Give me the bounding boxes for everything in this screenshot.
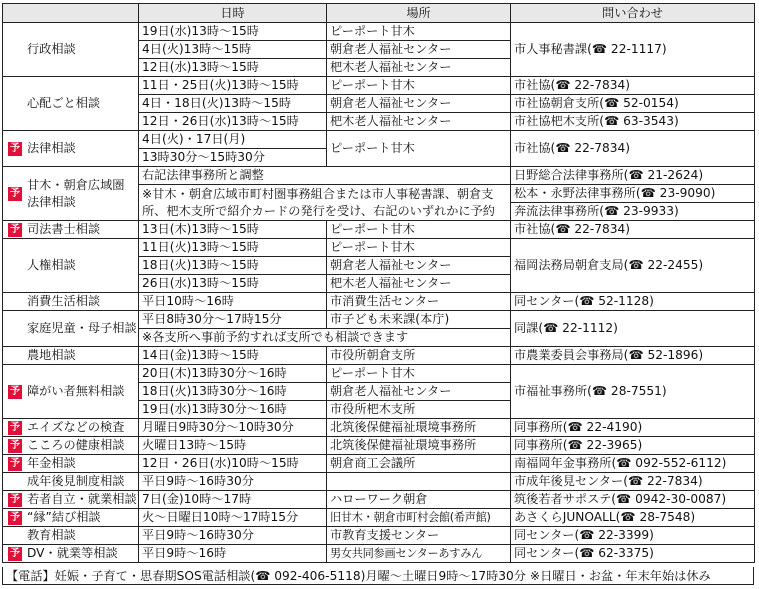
place-cell: ピーポート甘木	[327, 365, 511, 383]
place-cell: 朝倉老人福祉センター	[327, 41, 511, 59]
contact-cell: 同課(☎ 22-1112)	[511, 311, 755, 347]
place-cell: 市役所朝倉支所	[327, 347, 511, 365]
place-cell: 朝倉老人福祉センター	[327, 383, 511, 401]
date-cell: 19日(水)13時～15時	[139, 23, 327, 41]
date-cell: 4日(火)・17日(月)	[139, 131, 327, 149]
place-cell: ピーポート甘木	[327, 221, 511, 239]
date-cell: 4日・18日(火)13時～15時	[139, 95, 327, 113]
contact-cell: 同センター(☎ 62-3375)	[511, 545, 755, 563]
date-cell: 18日(火)13時～15時	[139, 257, 327, 275]
category-wakamono: 予 若者自立・就業相談	[3, 491, 139, 509]
place-cell: 旧甘木・朝倉市町村会館(希声館)	[327, 509, 511, 527]
reservation-required-icon: 予	[10, 547, 20, 559]
table-row	[3, 167, 755, 185]
contact-cell: 市農業委員会事務局(☎ 52-1896)	[511, 347, 755, 365]
table-row	[3, 545, 755, 563]
header-date: 日時	[139, 4, 327, 23]
place-cell: 市子ども未来課(本庁)	[327, 311, 511, 329]
reservation-required-icon: 予	[10, 421, 20, 433]
category-seinen: 成年後見制度相談	[3, 473, 139, 491]
contact-cell: 市成年後見センター(☎ 22-7834)	[511, 473, 755, 491]
contact-cell: 福岡法務局朝倉支局(☎ 22-2455)	[511, 239, 755, 293]
date-cell: 平日9時～16時30分	[139, 527, 327, 545]
date-cell: 11日(火)13時～15時	[139, 239, 327, 257]
date-cell: 平日9時～16時30分	[139, 473, 327, 491]
place-cell: 男女共同参画センターあすみん	[327, 545, 511, 563]
table-row	[3, 473, 755, 491]
date-cell: 20日(木)13時30分～16時	[139, 365, 327, 383]
date-cell: 12日(水)13時～15時	[139, 59, 327, 77]
place-cell: ピーポート甘木	[327, 239, 511, 257]
reservation-required-icon: 予	[10, 457, 20, 469]
place-cell: 朝倉老人福祉センター	[327, 257, 511, 275]
date-cell: 右記法律事務所と調整	[139, 167, 511, 185]
contact-cell: 奔流法律事務所(☎ 23-9933)	[511, 203, 755, 221]
place-cell: 市消費生活センター	[327, 293, 511, 311]
table-row	[3, 455, 755, 473]
category-nochi: 農地相談	[3, 347, 139, 365]
date-cell: 18日(火)13時30分～16時	[139, 383, 327, 401]
note-cell: ※各支所へ事前予約すれば支所でも相談できます	[139, 329, 511, 347]
contact-cell: 同事務所(☎ 22-3965)	[511, 437, 755, 455]
reservation-required-icon: 予	[10, 187, 20, 199]
date-cell: 火曜日13時～15時	[139, 437, 327, 455]
table-row	[3, 491, 755, 509]
date-cell: 平日9時～16時	[139, 545, 327, 563]
category-dv: 予 DV・就業等相談	[3, 545, 139, 563]
category-aids: 予 エイズなどの検査	[3, 419, 139, 437]
contact-cell: 市社協杷木支所(☎ 63-3543)	[511, 113, 755, 131]
reservation-required-icon: 予	[10, 493, 20, 505]
date-cell: 4日(火)13時～15時	[139, 41, 327, 59]
contact-cell: 同センター(☎ 22-3399)	[511, 527, 755, 545]
table-header	[3, 4, 755, 23]
reservation-required-icon: 予	[10, 385, 20, 397]
contact-cell: 筑後若者サポステ(☎ 0942-30-0087)	[511, 491, 755, 509]
contact-cell: 市社協(☎ 22-7834)	[511, 131, 755, 167]
category-jinken: 人権相談	[3, 239, 139, 293]
category-en: 予 “縁”結び相談	[3, 509, 139, 527]
date-cell: 14日(金)13時～15時	[139, 347, 327, 365]
table-row	[3, 365, 755, 383]
table-row	[3, 77, 755, 95]
reservation-required-icon: 予	[10, 223, 20, 235]
place-cell: 朝倉老人福祉センター	[327, 95, 511, 113]
table-row	[3, 311, 755, 329]
contact-cell: 松本・永野法律事務所(☎ 23-9090)	[511, 185, 755, 203]
contact-cell: 市社協(☎ 22-7834)	[511, 77, 755, 95]
contact-cell: 市社協朝倉支所(☎ 52-0154)	[511, 95, 755, 113]
note-cell: ※甘木・朝倉広域市町村圏事務組合または市人事秘書課、朝倉支所、杷木支所で紹介カードの発行を受け、右記のいずれかに予約	[139, 185, 511, 221]
category-katei: 家庭児童・母子相談	[3, 311, 139, 347]
table-row	[3, 509, 755, 527]
date-cell: 平日10時～16時	[139, 293, 327, 311]
date-cell: 7日(金)10時～17時	[139, 491, 327, 509]
category-gyosei: 行政相談	[3, 23, 139, 77]
date-cell: 11日・25日(火)13時～15時	[139, 77, 327, 95]
table-row	[3, 419, 755, 437]
category-shinpai: 心配ごと相談	[3, 77, 139, 131]
consultation-table	[2, 3, 755, 563]
contact-cell: 同センター(☎ 52-1128)	[511, 293, 755, 311]
table-row	[3, 527, 755, 545]
contact-cell: あさくらJUNOALL(☎ 28-7548)	[511, 509, 755, 527]
place-cell: 北筑後保健福祉環境事務所	[327, 419, 511, 437]
place-cell: ピーポート甘木	[327, 23, 511, 41]
place-cell: 杷木老人福祉センター	[327, 59, 511, 77]
header-place: 場所	[327, 4, 511, 23]
place-cell: 杷木老人福祉センター	[327, 113, 511, 131]
date-cell: 火～日曜日10時～17時15分	[139, 509, 327, 527]
place-cell: 杷木老人福祉センター	[327, 275, 511, 293]
date-cell: 19日(水)13時30分～16時	[139, 401, 327, 419]
place-cell: 市役所杷木支所	[327, 401, 511, 419]
reservation-required-icon: 予	[10, 142, 20, 154]
category-nenkin: 予 年金相談	[3, 455, 139, 473]
contact-cell: 南福岡年金事務所(☎ 092-552-6112)	[511, 455, 755, 473]
reservation-required-icon: 予	[10, 511, 20, 523]
date-cell: 13日(木)13時～15時	[139, 221, 327, 239]
contact-cell: 市人事秘書課(☎ 22-1117)	[511, 23, 755, 77]
table-row	[3, 221, 755, 239]
category-shiho: 予 司法書士相談	[3, 221, 139, 239]
phone-consultation-footer: 【電話】妊娠・子育て・思春期SOS電話相談(☎ 092-406-5118)月曜～土曜日9時～17時30分 ※日曜日・お盆・年末年始は休み	[2, 567, 754, 585]
contact-cell: 日野総合法律事務所(☎ 21-2624)	[511, 167, 755, 185]
date-cell: 13時30分～15時30分	[139, 149, 327, 167]
place-cell: 北筑後保健福祉環境事務所	[327, 437, 511, 455]
table-row	[3, 293, 755, 311]
place-cell	[327, 473, 511, 491]
table-row	[3, 347, 755, 365]
table-row	[3, 131, 755, 149]
place-cell: ピーポート甘木	[327, 131, 511, 167]
category-horitsu: 予 法律相談	[3, 131, 139, 167]
contact-cell: 市社協(☎ 22-7834)	[511, 221, 755, 239]
header-contact: 問い合わせ	[511, 4, 755, 23]
category-kokoro: 予 こころの健康相談	[3, 437, 139, 455]
place-cell: 市教育支援センター	[327, 527, 511, 545]
date-cell: 26日(水)13時～15時	[139, 275, 327, 293]
reservation-required-icon: 予	[10, 439, 20, 451]
date-cell: 12日・26日(水)13時～15時	[139, 113, 327, 131]
contact-cell: 市福祉事務所(☎ 28-7551)	[511, 365, 755, 419]
header-category	[3, 4, 139, 23]
table-row	[3, 239, 755, 257]
table-row	[3, 23, 755, 41]
table-row	[3, 437, 755, 455]
place-cell: ピーポート甘木	[327, 77, 511, 95]
date-cell: 平日8時30分～17時15分	[139, 311, 327, 329]
place-cell: ハローワーク朝倉	[327, 491, 511, 509]
date-cell: 月曜日9時30分～10時30分	[139, 419, 327, 437]
category-kyoiku: 教育相談	[3, 527, 139, 545]
category-shogai: 予 障がい者無料相談	[3, 365, 139, 419]
contact-cell: 同事務所(☎ 22-4190)	[511, 419, 755, 437]
category-koiki: 予 甘木・朝倉広域圏 法律相談	[3, 167, 139, 221]
place-cell: 朝倉商工会議所	[327, 455, 511, 473]
date-cell: 12日・26日(水)10時～15時	[139, 455, 327, 473]
category-shohi: 消費生活相談	[3, 293, 139, 311]
